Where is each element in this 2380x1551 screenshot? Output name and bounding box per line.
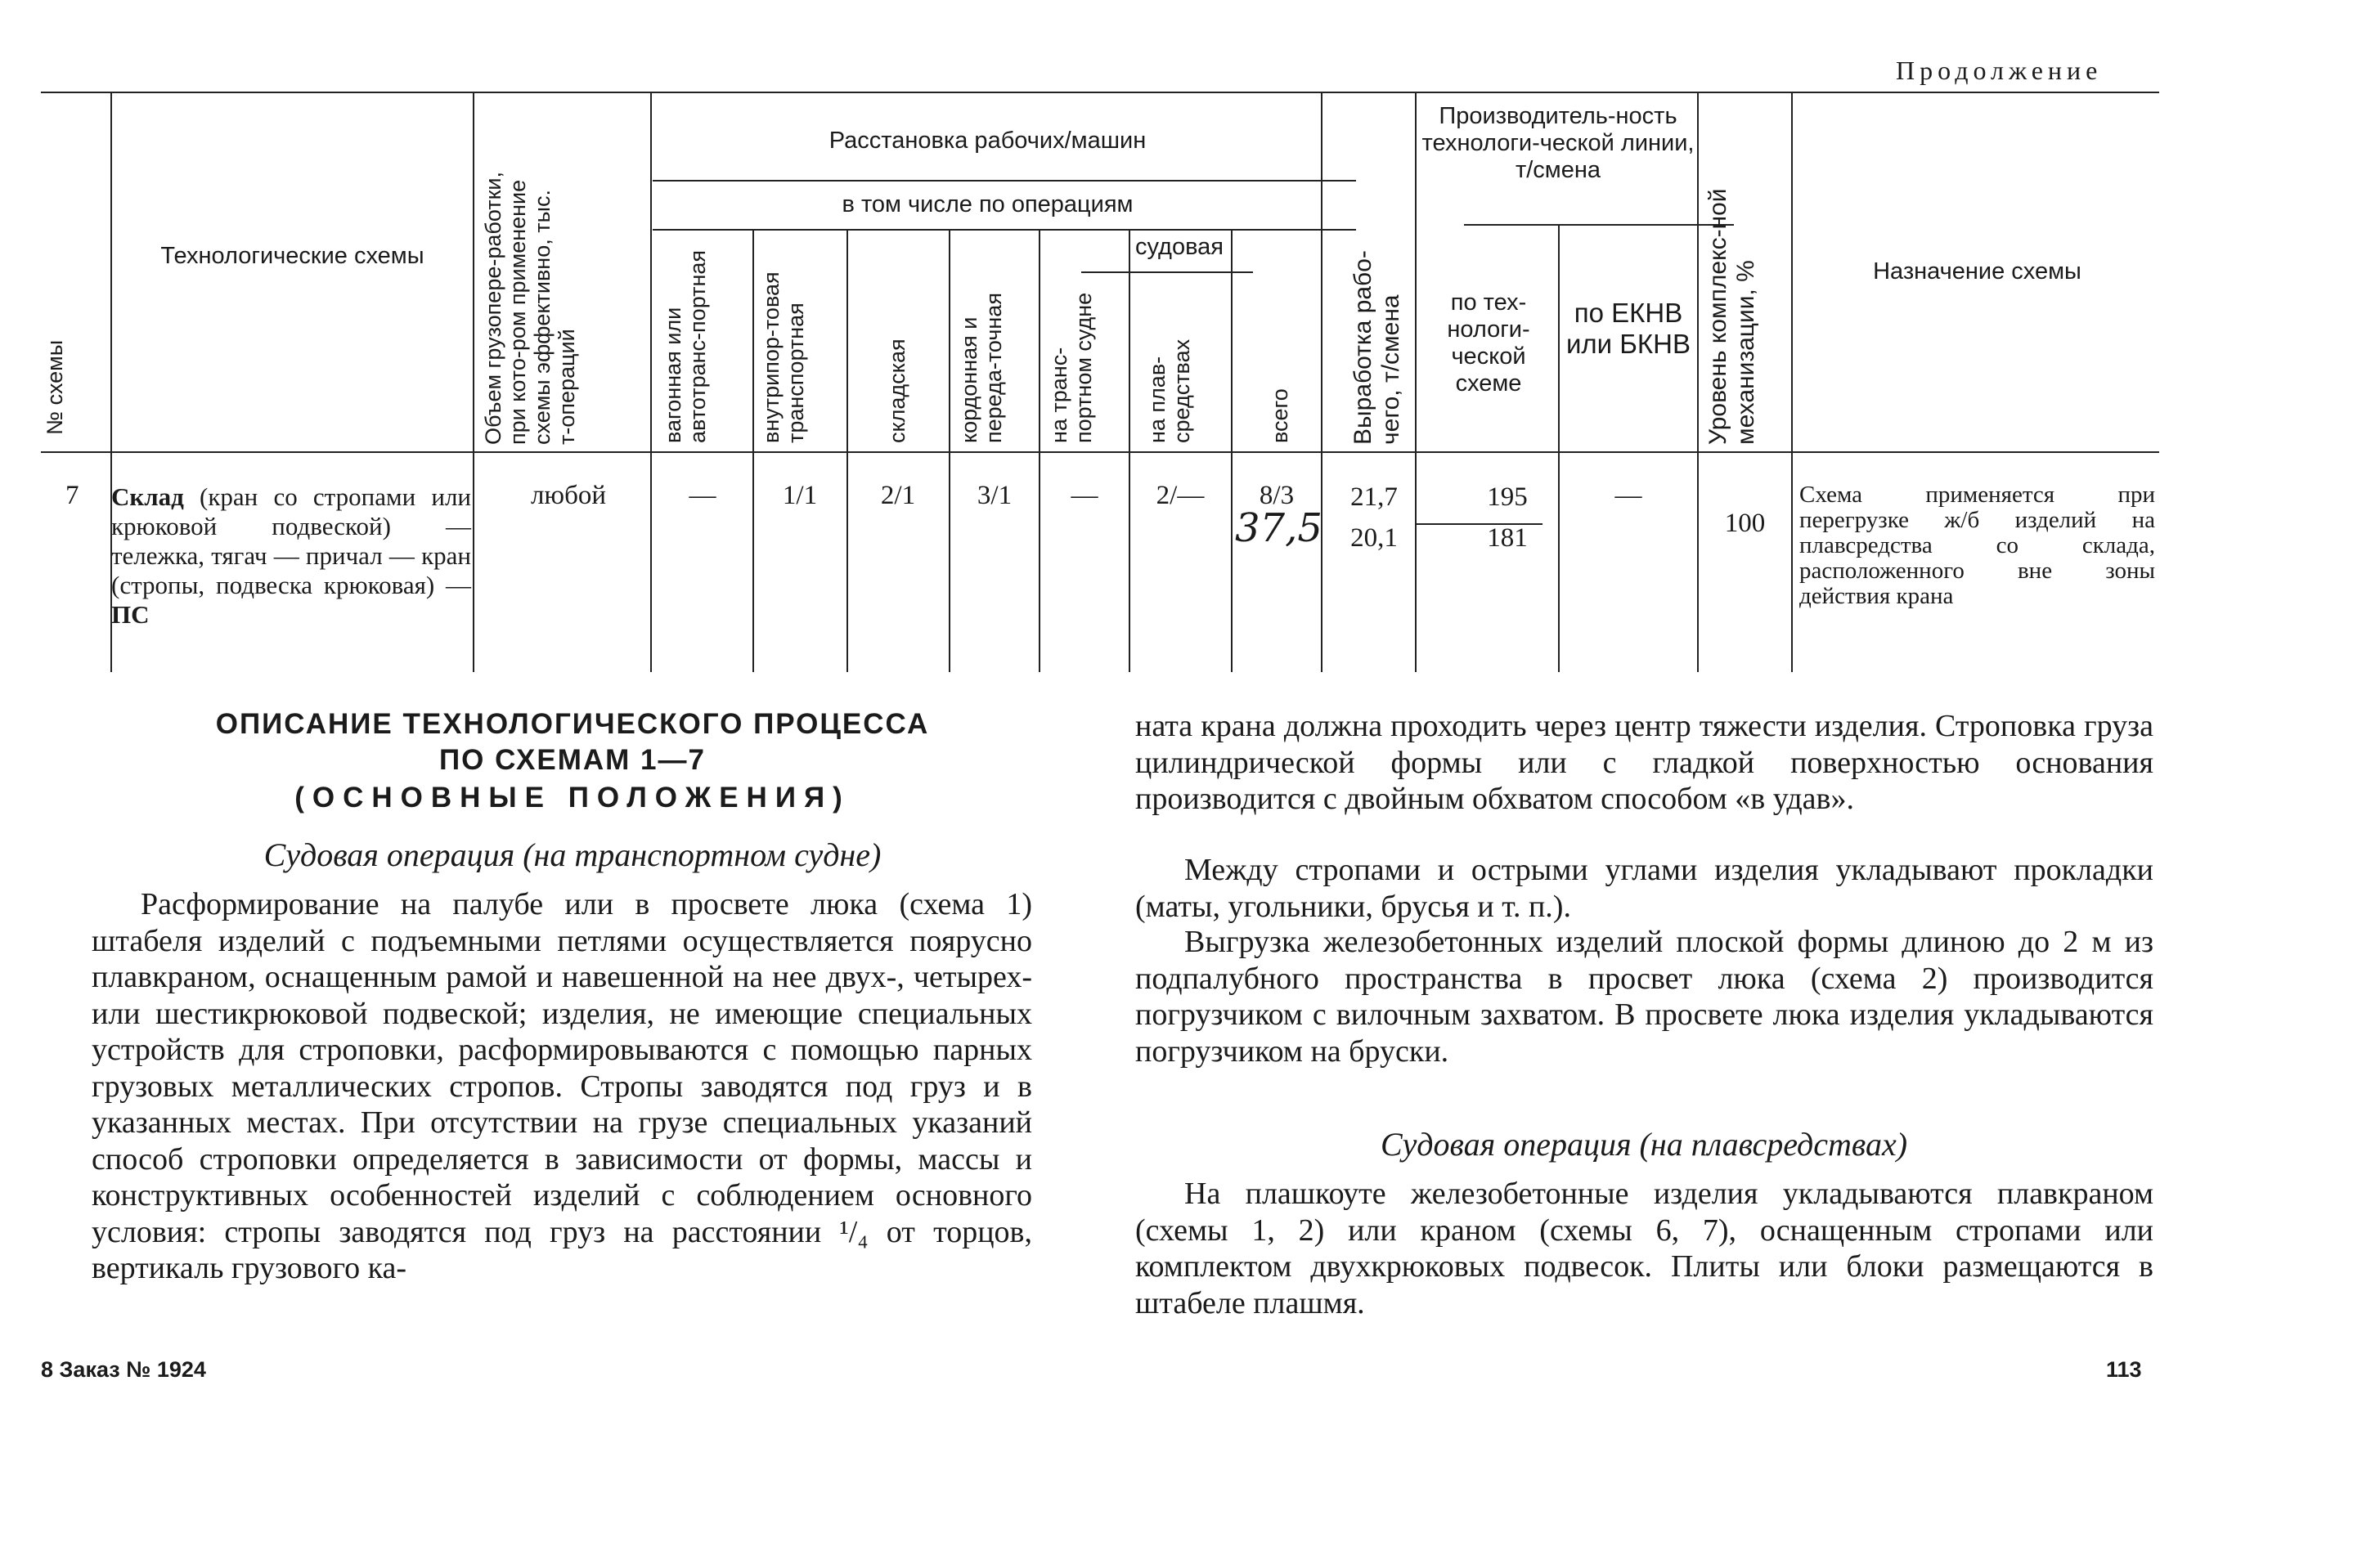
row-eknv: — [1614,481,1642,510]
paragraph-right-4: На плашкоуте железобетонные изделия укладываются плавкраном (схемы 1, 2) или краном (схемы 6, 7), оснащенным стропами или комплектом двухкрюковых подвесок. Плиты или блоки размещаются в штабеле плашмя. [1135,1177,2153,1320]
page-number: 113 [2106,1357,2142,1382]
row-volume: любой [530,481,607,510]
row-wagon: — [689,481,716,510]
row-internal: 1/1 [782,481,818,510]
row-output-top: 21,7 [1350,482,1398,512]
row-mechanization: 100 [1724,509,1766,538]
row-on-transport-ship: — [1071,481,1098,510]
row-on-floating: 2/— [1156,481,1205,510]
header-volume: Объем грузопере-работки, при кото-ром применение схемы эффективно, тыс. т-операций [481,171,579,445]
header-on-transport-ship: на транс-портном судне [1047,292,1096,443]
header-tech-schemes: Технологические схемы [160,243,424,269]
header-internal: внутрипор-товая транспортная [759,271,808,443]
row-total: 8/3 [1259,481,1295,510]
paragraph-right-1: ната крана должна проходить через центр тяжести изделия. Строповка груза цилиндрической формы или с гладкой поверхностью основания производится с двойным обхватом способом «в удав». [1135,709,2153,816]
section-heading-line-2: ПО СХЕМАМ 1—7 [439,744,706,776]
row-output-bottom: 20,1 [1350,523,1398,553]
scheme-text: (кран со стропами или крюковой подвеской) — тележка, тягач — причал — кран (стропы, подвеска крюковая) — [111,482,472,599]
header-purpose: Назначение схемы [1873,258,2081,285]
header-ship: судовая [1135,234,1224,260]
header-total: всего [1268,388,1292,443]
subheading-transport-ship: Судовая операция (на транспортном судне) [263,836,882,873]
header-warehouse: складская [885,338,909,443]
footer-order: 8 Заказ № 1924 [41,1357,206,1382]
header-productivity: Производитель-ность технологи-ческой линии, т/смена [1421,103,1695,183]
paragraph-right-2: Между стропами и острыми углами изделия укладывают прокладки (маты, угольники, брусья и т. п.). [1135,853,2153,924]
row-purpose: Схема применяется при перегрузке ж/б изделий на плавсредства со склада, расположенного вне зоны действия крана [1799,482,2155,609]
section-heading-line-1: ОПИСАНИЕ ТЕХНОЛОГИЧЕСКОГО ПРОЦЕССА [215,708,930,740]
header-placement: Расстановка рабочих/машин [829,128,1147,154]
header-by-operations: в том числе по операциям [842,191,1134,217]
row-warehouse: 2/1 [880,481,916,510]
header-kordon: кордонная и переда-точная [957,293,1006,443]
header-output: Выработка рабо-чего, т/смена [1349,250,1404,445]
header-on-floating: на плав-средствах [1145,338,1194,443]
row-tech-bottom: 181 [1487,523,1528,553]
header-scheme-no: № схемы [43,339,67,435]
scheme-bold-end: ПС [111,600,150,629]
row-tech-top: 195 [1487,482,1528,512]
header-by-eknv: по ЕКНВ или БКНВ [1565,298,1691,359]
paragraph-right-3: Выгрузка железобетонных изделий плоской формы длиною до 2 м из подпалубного пространства в просвет люка (схема 2) производится погрузчиком с вилочным захватом. В просвете люка изделия укладываются погрузчиком на бруски. [1135,925,2153,1069]
row-no: 7 [65,481,79,510]
paragraph-left: Расформирование на палубе или в просвете люка (схема 1) штабеля изделий с подъемными петлями осуществляется поярусно плавкраном, оснащенным рамой и навешенной на нее двух-, четырех- или шестикрюковой подвеской; изделия, не имеющие специальных устройств для строповки, расформировываются с помощью парных грузовых металлических стропов. Стропы заводятся под груз и в указанных местах. При отсутствии на грузе специальных указаний способ строповки определяется в зависимости от формы, массы и конструктивных особенностей изделий с соблюдением основного условия: стропы заводятся под груз на расстоянии ¹/₄ от торцов, вертикаль грузового ка- [92,887,1032,1285]
continuation-label: Продолжение [1896,56,2103,85]
header-by-tech-scheme: по тех-нологи-ческой схеме [1447,289,1530,397]
section-heading-line-3: (ОСНОВНЫЕ ПОЛОЖЕНИЯ) [294,782,851,814]
scheme-bold-start: Склад [111,482,184,511]
header-mechanization: Уровень комплекс-ной механизации, % [1704,188,1759,445]
handwritten-note: 37,5 [1235,505,1322,551]
subheading-floating: Судовая операция (на плавсредствах) [1380,1126,1908,1163]
row-kordon: 3/1 [977,481,1013,510]
header-wagon: вагонная или автотранс-портная [661,249,710,443]
row-scheme-description [111,482,471,630]
